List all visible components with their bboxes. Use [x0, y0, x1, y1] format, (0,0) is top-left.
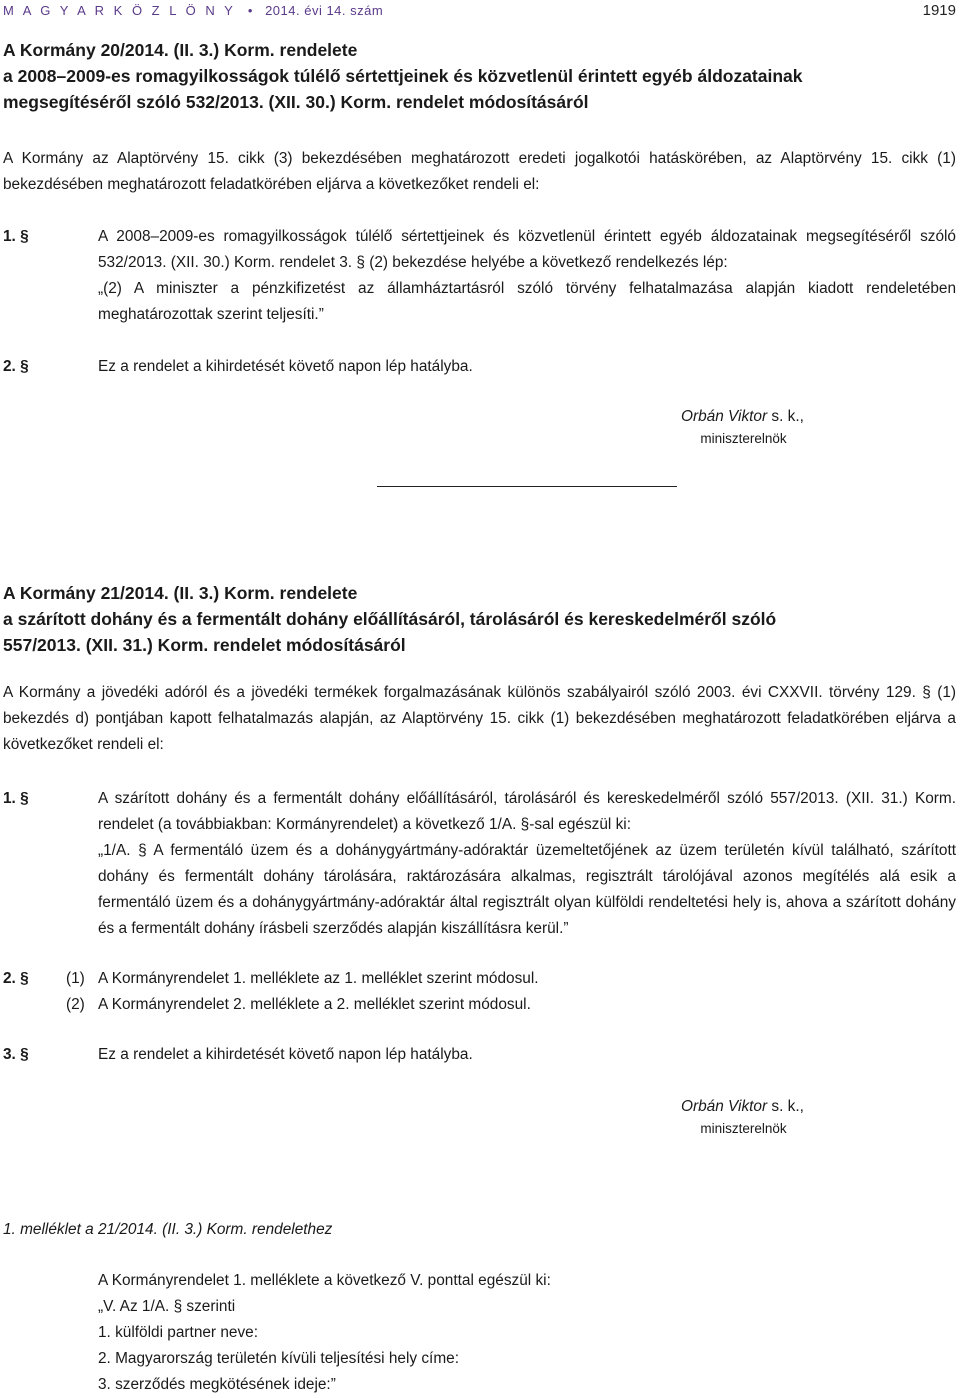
decree2-section-1-body [98, 786, 956, 942]
annex-line-3: 1. külföldi partner neve: [98, 1324, 258, 1341]
issue-number: 2014. évi 14. szám [265, 3, 384, 18]
annex-line-2: „V. Az 1/A. § szerinti [98, 1298, 236, 1315]
decree2-signer-title: miniszterelnök [700, 1121, 787, 1136]
decree2-preamble: A Kormány a jövedéki adóról és a jövedéki termékek forgalmazásának különös szabályairól szóló 2003. évi CXXVII. törvény 129. § (1) bekezdés d) pontjában kapott felhatalmazás alapján, az Alaptörvény 15. cikk (1) bekezdésében meghatározott feladatkörében eljárva a következőket rendeli el: [3, 684, 956, 753]
header-bullet: • [247, 3, 253, 18]
decree1-section-1-number: 1. § [3, 228, 29, 245]
decree1-title-line-3: megsegítéséről szóló 532/2013. (XII. 30.) Korm. rendelet módosításáról [3, 92, 589, 112]
separator-rule [377, 486, 677, 487]
decree1-signer-suffix: s. k., [767, 408, 804, 425]
decree2-section-1-number: 1. § [3, 790, 29, 807]
decree2-section-3-text: Ez a rendelet a kihirdetését követő napon lép hatályba. [98, 1046, 473, 1063]
annex-title: 1. melléklet a 21/2014. (II. 3.) Korm. rendelethez [3, 1221, 333, 1238]
decree1-title-line-2: a 2008–2009-es romagyilkosságok túlélő sértettjeinek és közvetlenül érintett egyéb áldozatainak [3, 66, 803, 86]
decree2-signer-suffix: s. k., [767, 1098, 804, 1115]
decree1-section-1-text: A 2008–2009-es romagyilkosságok túlélő sértettjeinek és közvetlenül érintett egyéb áldozatainak megsegítéséről szóló 532/2013. (XII. 30.) Korm. rendelet 3. § (2) bekezdése helyébe a következő rendelkezés lép: [98, 228, 956, 271]
decree1-preamble: A Kormány az Alaptörvény 15. cikk (3) bekezdésében meghatározott eredeti jogalkotói hatáskörében, az Alaptörvény 15. cikk (1) bekezdésében meghatározott feladatkörében eljárva a következőket rendeli el: [3, 150, 956, 193]
decree2-section-2-item-2-label: (2) [66, 996, 85, 1013]
decree1-title [3, 37, 956, 115]
decree2-signer-name [681, 1096, 804, 1118]
running-header [3, 3, 956, 23]
annex-line-4: 2. Magyarország területén kívüli teljesítési hely címe: [98, 1350, 459, 1367]
header-left [3, 3, 383, 18]
decree2-section-2-item-2-text: A Kormányrendelet 2. melléklete a 2. melléklet szerint módosul. [98, 996, 531, 1013]
decree2-signer-name-italic: Orbán Viktor [681, 1098, 768, 1115]
decree1-title-line-1: A Kormány 20/2014. (II. 3.) Korm. rendelete [3, 40, 358, 60]
decree1-signer-name-italic: Orbán Viktor [681, 408, 768, 425]
decree2-title-line-3: 557/2013. (XII. 31.) Korm. rendelet módosításáról [3, 635, 406, 655]
decree1-section-1-body [98, 224, 956, 328]
decree2-section-3-number: 3. § [3, 1046, 29, 1063]
decree2-section-1-quote: „1/A. § A fermentáló üzem és a dohánygyártmány-adóraktár üzemeltetőjének az üzem területén kívül található, szárított dohány és fermentált dohány tárolására, raktározására alkalmas, regisztrált tárolójával azonos megítélés alá esik a fermentáló üzem és a dohánygyártmány-adóraktár által regisztrált olyan külföldi rendeltetési hely is, ahova a szárított dohány és a fermentált dohány írásbeli szerződés alapján kiszállításra kerül.” [98, 842, 956, 937]
decree2-section-2-item-1-text: A Kormányrendelet 1. melléklete az 1. melléklet szerint módosul. [98, 970, 539, 987]
decree2-section-1-text: A szárított dohány és a fermentált dohány előállításáról, tárolásáról és kereskedelméről szóló 557/2013. (XII. 31.) Korm. rendelet (a továbbiakban: Kormányrendelet) a következő 1/A. §-sal egészül ki: [98, 790, 956, 833]
decree2-section-2-number: 2. § [3, 970, 29, 987]
page-number: 1919 [922, 2, 956, 19]
decree1-section-2-number: 2. § [3, 358, 29, 375]
annex-line-1: A Kormányrendelet 1. melléklete a következő V. ponttal egészül ki: [98, 1272, 551, 1289]
annex-line-5: 3. szerződés megkötésének ideje:” [98, 1376, 336, 1393]
decree1-section-2-text: Ez a rendelet a kihirdetését követő napon lép hatályba. [98, 358, 473, 375]
journal-name: M A G Y A R K Ö Z L Ö N Y [3, 3, 236, 18]
decree2-section-2-item-1-label: (1) [66, 970, 85, 987]
decree1-signer-title: miniszterelnök [700, 431, 787, 446]
decree1-section-1-quote: „(2) A miniszter a pénzkifizetést az államháztartásról szóló törvény felhatalmazása alapján kiadott rendeletében meghatározottak szerint teljesíti.” [98, 280, 956, 323]
decree2-title [3, 580, 956, 658]
decree1-signer-name [681, 406, 804, 428]
decree2-title-line-2: a szárított dohány és a fermentált dohány előállításáról, tárolásáról és kereskedelméről szóló [3, 609, 777, 629]
decree2-title-line-1: A Kormány 21/2014. (II. 3.) Korm. rendelete [3, 583, 358, 603]
